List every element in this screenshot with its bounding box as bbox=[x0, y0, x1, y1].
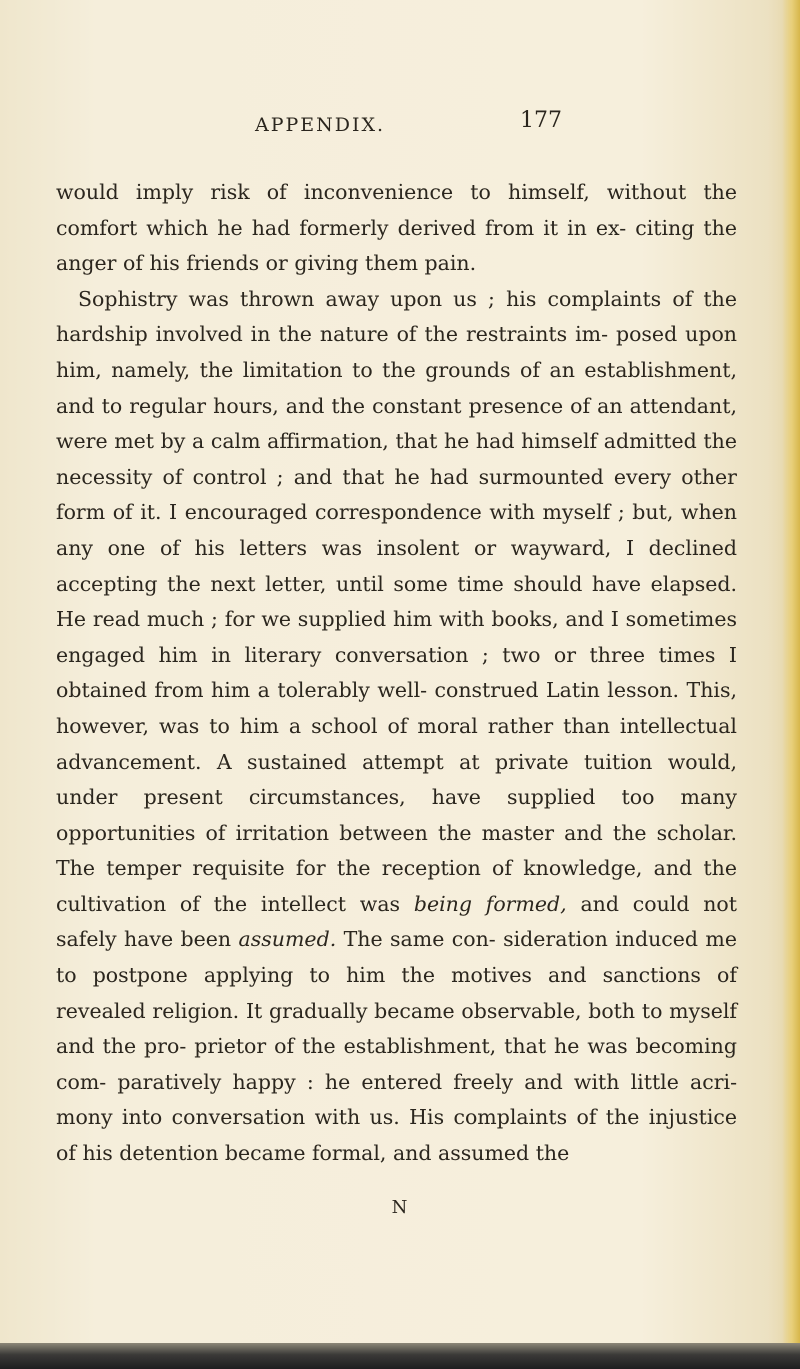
body-text bbox=[56, 175, 737, 1172]
paragraph-2-continued: and could not safely have been bbox=[56, 891, 737, 952]
page-edge-stain bbox=[782, 0, 800, 1369]
italic-being-formed: being formed, bbox=[413, 891, 567, 916]
paragraph-2-end: The same con- sideration induced me to postpone applying to him the motives and sanctions of revealed religion. It gradually became observable, both to myself and the pro- prietor of the establishment, that he was becoming com- paratively happy : he entered freely and with little acri- mony into conversation with us. His complaints of the injustice of his detention became formal, and assumed the bbox=[56, 927, 737, 1166]
signature-mark: N bbox=[391, 1197, 409, 1218]
paragraph-1: would imply risk of inconvenience to himself, without the comfort which he had formerly derived from it in ex- citing the anger of his friends or giving them pain. bbox=[56, 180, 737, 276]
scan-bottom-edge bbox=[0, 1343, 800, 1369]
running-head: APPENDIX. bbox=[255, 114, 386, 136]
paragraph-2 bbox=[56, 282, 737, 1172]
page-number: 177 bbox=[520, 108, 562, 133]
paragraph-2-text: Sophistry was thrown away upon us ; his complaints of the hardship involved in the nature of the restraints im- posed upon him, namely, the limitation to the grounds of an establishment, and to regular hours, and the constant presence of an attendant, were met by a calm affirmation, that he had himself admitted the necessity of control ; and that he had surmounted every other form of it. I encouraged correspondence with myself ; but, when any one of his letters was insolent or wayward, I declined accepting the next letter, until some time should have elapsed. He read much ; for we supplied him with books, and I sometimes engaged him in literary conversation ; two or three times I obtained from him a tolerably well- construed Latin lesson. This, however, was to him a school of moral rather than intellectual advancement. A sustained attempt at private tuition would, under present circumstances, have supplied too many opportunities of irritation between the master and the scholar. The temper requisite for the reception of knowledge, and the cultivation of the intellect was bbox=[56, 286, 737, 916]
page-header bbox=[0, 108, 800, 144]
italic-assumed: assumed. bbox=[238, 927, 337, 952]
